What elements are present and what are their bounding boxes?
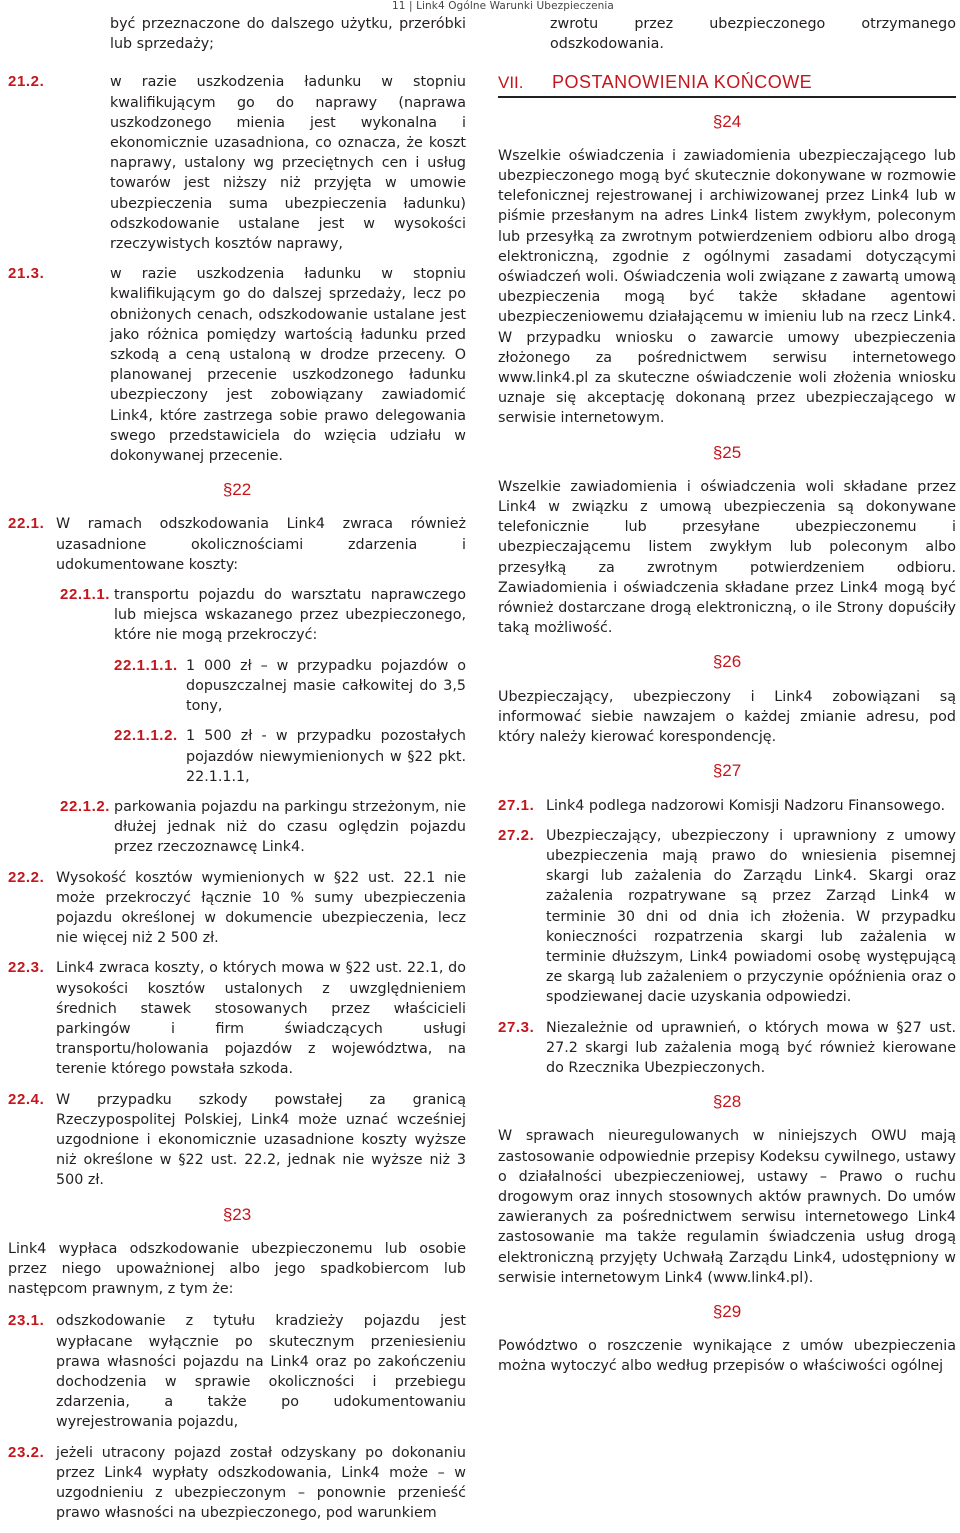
clause-22-1 <box>8 514 466 575</box>
clause-22-2 <box>8 868 466 949</box>
continuation-text: być przeznaczone do dalszego użytku, przeróbki lub sprzedaży; <box>110 16 466 53</box>
clause-number: 22.1.2. <box>60 797 111 815</box>
clause-22-1-1-2 <box>114 726 466 787</box>
clause-23-1 <box>8 1311 466 1432</box>
clause-27-2 <box>498 826 956 1008</box>
clause-number: 22.3. <box>8 959 45 977</box>
left-column <box>8 14 466 1533</box>
clause-text: Link4 podlega nadzorowi Komisji Nadzoru Finansowego. <box>546 797 945 814</box>
section-29-text: Powództwo o roszczenie wynikające z umów ubezpieczenia można wytoczyć albo według przepisów o właściwości ogólnej <box>498 1338 956 1375</box>
section-29-heading: §29 <box>712 1301 742 1321</box>
clause-22-1-1-1 <box>114 656 466 717</box>
section-25-heading: §25 <box>712 442 742 462</box>
clause-number: 22.1.1.1. <box>114 656 178 674</box>
clause-number: 22.4. <box>8 1090 45 1108</box>
section-23-intro: Link4 wypłaca odszkodowanie ubezpieczonemu lub osobie przez niego upoważnionej albo jego spadkobiercom lub następcom prawnym, z tym że: <box>8 1240 466 1298</box>
clause-number: 22.2. <box>8 868 45 886</box>
clause-21-3 <box>8 264 466 466</box>
continuation-text: zwrotu przez ubezpieczonego otrzymanego odszkodowania. <box>550 16 956 53</box>
section-23-heading: §23 <box>222 1204 252 1224</box>
clause-number: 27.2. <box>498 826 535 844</box>
clause-22-4 <box>8 1090 466 1191</box>
clause-number: 23.2. <box>8 1443 45 1461</box>
clause-number: 22.1.1.2. <box>114 727 178 745</box>
section-24-heading: §24 <box>712 111 742 131</box>
section-22-heading: §22 <box>222 480 252 500</box>
chapter-title: POSTANOWIENIA KOŃCOWE <box>552 72 813 93</box>
section-28-text: W sprawach nieuregulowanych w niniejszych OWU mają zastosowanie odpowiednie przepisy Kodeksu cywilnego, ustawy o działalności ubezpieczeniowej, ustawy – Prawo o ruchu drogowym oraz innych stosownych aktów prawnych. Do umów zawieranych za pośrednictwem serwisu internetowego Link4 zastosowanie ma także regulamin świadczenia usług drogą elektroniczną przyjęty Uchwałą Zarządu Link4, udostępniony w serwisie internetowym Link4 (www.link4.pl). <box>498 1128 956 1286</box>
clause-21-2 <box>8 72 466 254</box>
clause-22-1-2 <box>60 797 466 858</box>
chapter-number: VII. <box>498 73 524 93</box>
clause-number: 27.1. <box>498 796 535 814</box>
section-24-text: Wszelkie oświadczenia i zawiadomienia ubezpieczającego lub ubezpieczonego mogą być skutecznie dokonywane w rozmowie telefonicznej rejestrowanej i archiwizowanej przez Link4 lub w piśmie przesłanym na adres Link4 listem zwykłym, poleconym lub przesyłką za zwrotnym potwierdzeniem odbioru albo drogą elektroniczną, zgodnie z ogólnymi zasadami dotyczącymi oświadczeń woli. Oświadczenia woli związane z zawartą umową ubezpieczenia mogą być także składane agentowi ubezpieczeniowemu działającemu w imieniu lub na rzecz Link4. W przypadku wniosku o zawarcie umowy ubezpieczenia złożonego za pośrednictwem serwisu internetowego www.link4.pl za skuteczne oświadczenie woli złożenia wniosku uznaje się akceptację dokonaną przez ubezpieczającego w serwisie internetowym. <box>498 147 956 427</box>
page-header: 11 | Link4 Ogólne Warunki Ubezpieczenia <box>392 0 614 12</box>
clause-text: w razie uszkodzenia ładunku w stopniu kwalifikującym go do dalszej sprzedaży, lecz po obniżonych cenach, odszkodowanie ustalane jest jako różnica pomiędzy wartością ładunku przed szkodą a ceną ustaloną w drodze przeceny. O planowanej przecenie uszkodzonego ładunku ubezpieczony jest zobowiązany zawiadomić Link4, które zastrzega sobie prawo delegowania swego przedstawiciela do wzięcia udziału w dokonywanej przecenie. <box>110 266 466 465</box>
clause-number: 21.2. <box>8 73 45 91</box>
clause-text: Niezależnie od uprawnień, o których mowa w §27 ust. 27.2 skargi lub zażalenia mogą być również kierowane do Rzecznika Ubezpieczonych. <box>546 1019 956 1076</box>
clause-number: 22.1. <box>8 515 45 533</box>
clause-text: Ubezpieczający, ubezpieczony i uprawniony z umowy ubezpieczenia mają prawo do wniesienia pisemnej skargi lub zażalenia do Zarządu Link4. Skargi oraz zażalenia rozpatrywane są przez Zarząd Link4 w terminie 30 dni od dnia ich złożenia. W przypadku konieczności rozpatrzenia skargi lub zażalenia w terminie dłuższym, Link4 powiadomi osobę występującą ze skargą lub zażaleniem o przyczynie opóźnienia oraz o spodziewanej dacie uzyskania odpowiedzi. <box>546 827 956 1006</box>
section-26-text: Ubezpieczający, ubezpieczony i Link4 zobowiązani są informować siebie nawzajem o każdej zmianie adresu, pod który należy kierować korespondencję. <box>498 688 956 746</box>
clause-text: transportu pojazdu do warsztatu naprawczego lub miejsca wskazanego przez ubezpieczonego, które nie mogą przekroczyć: <box>114 587 466 644</box>
chapter-heading <box>498 72 956 97</box>
clause-text: parkowania pojazdu na parkingu strzeżonym, nie dłużej jednak niż do czasu oględzin pojazdu przez rzeczoznawcę Link4. <box>114 798 466 856</box>
section-28-heading: §28 <box>712 1092 742 1112</box>
clause-number: 22.1.1. <box>60 586 111 604</box>
clause-27-3 <box>498 1018 956 1079</box>
clause-text: 1 500 zł - w przypadku pozostałych pojazdów niewymienionych w §22 pkt. 22.1.1.1, <box>186 728 466 785</box>
clause-number: 27.3. <box>498 1018 535 1036</box>
clause-text: odszkodowanie z tytułu kradzieży pojazdu jest wypłacane wyłącznie po skutecznym przeniesieniu prawa własności pojazdu na Link4 oraz po zakończeniu dochodzenia w sprawie okoliczności i przebiegu zdarzenia, a także po udokumentowaniu wyrejestrowania pojazdu, <box>56 1313 466 1431</box>
section-26-heading: §26 <box>712 652 742 672</box>
clause-text: w razie uszkodzenia ładunku w stopniu kwalifikującym go do naprawy (naprawa uszkodzonego mienia jest wykonalna i ekonomicznie uzasadniona, co oznacza, że koszt naprawy, ustalony wg przeciętnych cen i usług towarów jest niższy niż przyjęta w umowie ubezpieczenia suma ubezpieczenia ładunku) odszkodowanie ustalane jest w wysokości rzeczywistych kosztów naprawy, <box>110 74 466 253</box>
clause-text: Link4 zwraca koszty, o których mowa w §22 ust. 22.1, do wysokości kosztów ustalonych z uwzględnieniem średnich stawek stosowanych przez właścicieli parkingów i firm świadczących usługi transportu/holowania pojazdów z województwa, na terenie którego powstała szkoda. <box>56 960 466 1078</box>
clause-text: W przypadku szkody powstałej za granicą Rzeczypospolitej Polskiej, Link4 może uznać wcześniej uzgodnione i ekonomicznie uzasadnione koszty wyższe niż określone w §22 ust. 22.2, jednak nie wyższe niż 3 500 zł. <box>56 1091 466 1189</box>
clause-text: jeżeli utracony pojazd został odzyskany po dokonaniu przez Link4 wypłaty odszkodowania, Link4 może – w uzgodnieniu z ubezpieczonym – ponownie przenieść prawo własności na ubezpieczonego, pod warunkiem <box>56 1444 466 1522</box>
clause-22-3 <box>8 958 466 1079</box>
clause-22-1-1 <box>60 585 466 646</box>
clause-number: 23.1. <box>8 1312 45 1330</box>
section-25-text: Wszelkie zawiadomienia i oświadczenia woli składane przez Link4 w związku z umową ubezpieczenia są dokonywane telefonicznie lub przesyłane ubezpieczonemu i ubezpieczającemu listem zwykłym lub poleconym albo przesyłką za zwrotnym potwierdzeniem odbioru. Zawiadomienia i oświadczenia składane przez Link4 mogą być również dostarczane drogą elektroniczną, o ile Strony dopuściły taką możliwość. <box>498 478 956 637</box>
clause-text: Wysokość kosztów wymienionych w §22 ust. 22.1 nie może przekroczyć łącznie 10 % sumy ubezpieczenia pojazdu określonej w dokumencie ubezpieczenia, lecz nie więcej niż 2 500 zł. <box>56 869 466 947</box>
clause-number: 21.3. <box>8 265 45 283</box>
clause-23-2 <box>8 1443 466 1524</box>
section-27-heading: §27 <box>712 761 742 781</box>
clause-text: W ramach odszkodowania Link4 zwraca również uzasadnione okolicznościami zdarzenia i udokumentowane koszty: <box>56 516 466 573</box>
clause-text: 1 000 zł – w przypadku pojazdów o dopuszczalnej masie całkowitej do 3,5 tony, <box>186 657 466 715</box>
clause-27-1 <box>498 796 956 816</box>
right-column <box>498 14 956 1389</box>
